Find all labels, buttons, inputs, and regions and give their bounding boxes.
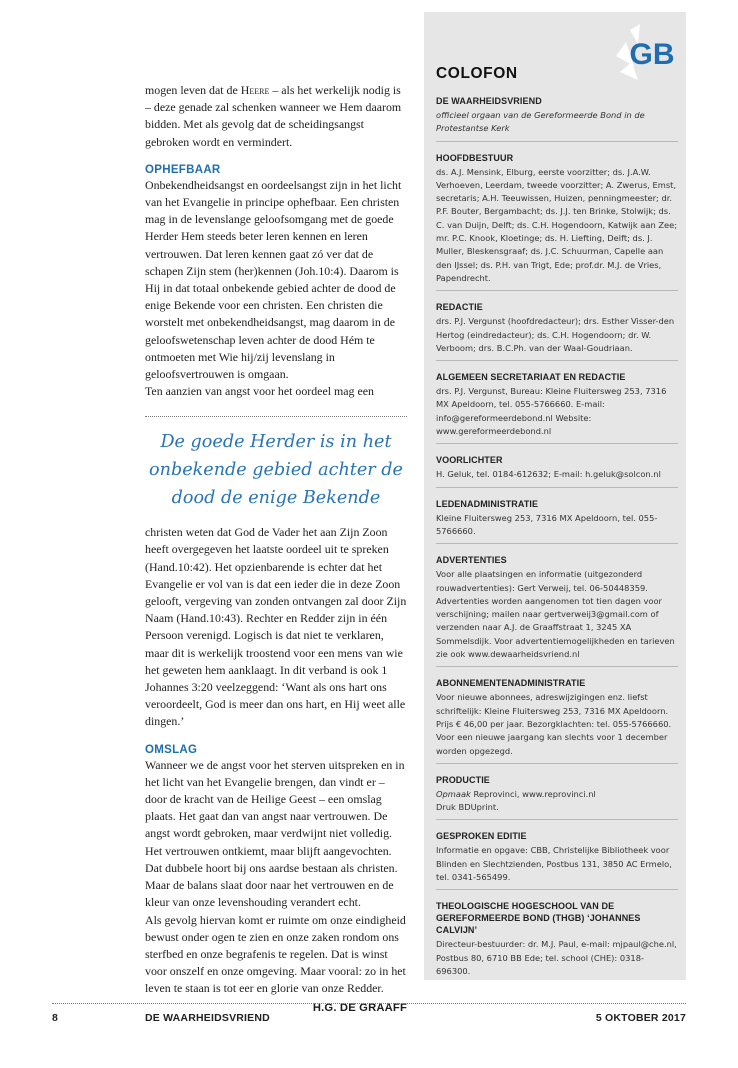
colofon-line-label: Opmaak [436, 788, 471, 799]
article-text: – als het werkelijk nodig is – deze genade zal schenken wanneer we Hem daarom bidden. Met als gevolg dat de scheidingsangst gebroken wordt en vermindert. [145, 83, 402, 149]
colofon-section-heading: HOOFDBESTUUR [436, 152, 514, 163]
colofon-section-heading: ALGEMEEN SECRETARIAAT EN REDACTIE [436, 372, 626, 383]
logo-text: GB [629, 38, 675, 71]
article-column [145, 82, 407, 1014]
colofon-section-body: Directeur-bestuurder: dr. M.J. Paul, e-mail: mjpaul@che.nl, Postbus 80, 6710 BB Ede; tel. school (CHE): 0318-696300. [436, 939, 677, 976]
issue-date: 5 OKTOBER 2017 [595, 1012, 686, 1024]
colofon-section-body: Informatie en opgave: CBB, Christelijke Bibliotheek voor Blinden en Slechtzienden, Postbus 131, 3850 AC Ermelo, tel. 0341-565499. [436, 845, 672, 882]
colofon-section-body: Kleine Fluitersweg 253, 7316 MX Apeldoorn, tel. 055-5766660. [436, 512, 658, 536]
colofon-section [436, 897, 678, 983]
article-paragraph [145, 82, 407, 151]
colofon-section-heading: THEOLOGISCHE HOGESCHOOL VAN DE GEREFORMEERDE BOND (THGB) ‘JOHANNES CALVIJN’ [436, 901, 641, 936]
colofon-section-body: drs. P.J. Vergunst, Bureau: Kleine Fluitersweg 253, 7316 MX Apeldoorn, tel. 055-5766660. E-mail: info@gereformeerdebond.nl Website: www.gereformeerdebond.nl [436, 386, 667, 437]
subheading-ophefbaar: OPHEFBAAR [145, 163, 221, 176]
colofon-section [436, 451, 678, 487]
publication-name: DE WAARHEIDSVRIEND [145, 1012, 270, 1024]
colofon-section [436, 298, 678, 361]
gb-logo-icon [616, 22, 678, 84]
colofon-line [436, 788, 678, 801]
colofon-section-body: Voor alle plaatsingen en informatie (uitgezonderd rouwadvertenties): Gert Verweij, tel. 06-50448359. Advertenties worden aangenomen tot tien dagen voor verschijning; mailen naar gertverweij3@gmail.com of verzenden naar A.J. de Graaffstraat 1, 3245 XA Sommelsdijk. Voor advertentiemogelijkheden en tarieven zie ook www.dewaarheidsvriend.nl [436, 569, 675, 660]
colofon-panel [424, 12, 686, 980]
colofon-sections [436, 92, 678, 990]
colofon-line-text: Reprovinci, www.reprovinci.nl [470, 788, 596, 799]
colofon-line-text: Druk BDUprint. [436, 802, 499, 813]
article-paragraph: christen weten dat God de Vader het aan Zijn Zoon heeft overgegeven het laatste oordeel uit te spreken (Hand.10:42). Het opzienbarende is echter dat het Evangelie er vol van is dat een ieder die in deze Zoon gelooft, vergeving van zonden ontvangen zal door Zijn Naam (Hand.10:43). Rechter en Redder zijn in één Persoon verenigd. Logisch is dat niet te verklaren, maar dit is werkelijk troostend voor een mens van wie het geweten hem aanklaagt. In dit verband is ook 1 Johannes 3:20 veelzeggend: ‘Want als ons hart ons veroordeelt, God is meer dan ons hart, en Hij weet alle dingen.’ [145, 525, 407, 729]
colofon-section [436, 92, 678, 142]
colofon-section [436, 674, 678, 763]
colofon-section-heading: PRODUCTIE [436, 774, 490, 785]
colofon-section [436, 771, 678, 821]
article-paragraph: Onbekendheidsangst en oordeelsangst zijn in het licht van het Evangelie in principe ophefbaar. Een christen mag in de levenslange geloofsomgang met de goede Herder Hem steeds beter leren kennen en leren vertrouwen. Dat leren kennen gaat zó ver dat de schapen Zijn stem (her)kennen (Joh.10:4). Daarom is Hij in dat totaal onbekende gebied achter de dood de enige Bekende voor een christen. Een christen die worstelt met onbekendheidsangst, mag daarom in de geloofswetenschap leven achter de dood Hém te ontmoeten met Wie hij/zij levenslang in geloofsvertrouwen is omgaan. [145, 177, 402, 382]
colofon-section-body: officieel orgaan van de Gereformeerde Bond in de Protestantse Kerk [436, 110, 645, 134]
article-paragraph: Als gevolg hiervan komt er ruimte om onze eindigheid bewust onder ogen te zien en onze zaken rondom ons sterfbed en onze begrafenis te regelen. Dat is winst voor onszelf en onze omgeving. Maar vooral: zo in het leven te staan is tot eer en glorie van onze Redder. [145, 912, 406, 996]
colofon-section [436, 149, 678, 292]
colofon-section-body: Voor nieuwe abonnees, adreswijzigingen enz. liefst schriftelijk: Kleine Fluitersweg 253, 7316 MX Apeldoorn. Prijs € 46,00 per jaar. Bezorgklachten: tel. 055-5766660. Voor een nieuwe jaargang kan slechts voor 1 december worden opgezegd. [436, 692, 672, 756]
colofon-section-heading: DE WAARHEIDSVRIEND [436, 96, 542, 106]
footer-divider [52, 1003, 686, 1004]
colofon-section-heading: ADVERTENTIES [436, 555, 507, 566]
page-number: 8 [52, 1012, 58, 1024]
colofon-section-heading: ABONNEMENTENADMINISTRATIE [436, 678, 586, 689]
colofon-section-body: ds. A.J. Mensink, Elburg, eerste voorzitter; ds. J.A.W. Verhoeven, Leerdam, tweede voorzitter; A. Zwerus, Emst, secretaris; A.H. Teeuwissen, Huizen, penningmeester; dr. P.F. Bouter, Bergambacht; ds. J.J. ten Brinke, Stolwijk; ds. C. van Duijn, Delft; ds. C.H. Hogendoorn, Katwijk aan Zee; mr. P.C. Knook, Kloetinge; ds. H. Liefting, Delft; ds. J. Muller, Bleskensgraaf; ds. J.C. Schuurman, Capelle aan den IJssel; ds. P.H. van Trigt, Ede; prof.dr. M.J. de Vries, Papendrecht. [436, 166, 678, 283]
pullquote: De goede Herder is in het onbekende gebied achter de dood de enige Bekende [149, 432, 403, 508]
subheading-omslag: OMSLAG [145, 743, 198, 756]
colofon-section [436, 368, 678, 444]
colofon-section [436, 495, 678, 545]
colofon-section [436, 551, 678, 667]
colofon-title: COLOFON [436, 65, 518, 82]
article-paragraph: Wanneer we de angst voor het sterven uitspreken en in het licht van het Evangelie brengen, dan vindt er – door de kracht van de Heilige Geest – een omslag plaats. Het gaat dan van angst naar vertrouwen. De angst wordt gebroken, maar verdwijnt niet volledig. Het vertrouwen ontkiemt, maar blijft aangevochten. Dat dubbele hoort bij ons aardse bestaan als christen. Maar de balans slaat door naar het vertrouwen en de kleur van onze levenshouding verandert echt. [145, 757, 405, 910]
heere-smallcaps: Heere [240, 83, 270, 97]
colofon-line [436, 801, 678, 814]
article-text: mogen leven dat de [145, 83, 241, 97]
pullquote-divider [145, 416, 407, 417]
colofon-section-heading: GESPROKEN EDITIE [436, 831, 527, 842]
colofon-section-heading: LEDENADMINISTRATIE [436, 498, 539, 509]
colofon-section-body: drs. P.J. Vergunst (hoofdredacteur); drs. Esther Visser-den Hertog (eindredacteur); ds. C.H. Hogendoorn; dr. W. Verboom; drs. B.C.Ph. van der Waal-Goudriaan. [436, 316, 675, 353]
colofon-section-heading: REDACTIE [436, 302, 483, 313]
colofon-section [436, 827, 678, 890]
author-signature: H.G. DE GRAAFF [312, 1001, 407, 1014]
colofon-section-heading: VOORLICHTER [436, 455, 503, 466]
colofon-section-body: H. Geluk, tel. 0184-612632; E-mail: h.geluk@solcon.nl [436, 469, 661, 480]
article-paragraph: Ten aanzien van angst voor het oordeel mag een [145, 384, 374, 399]
colofon-section-body [436, 788, 678, 815]
